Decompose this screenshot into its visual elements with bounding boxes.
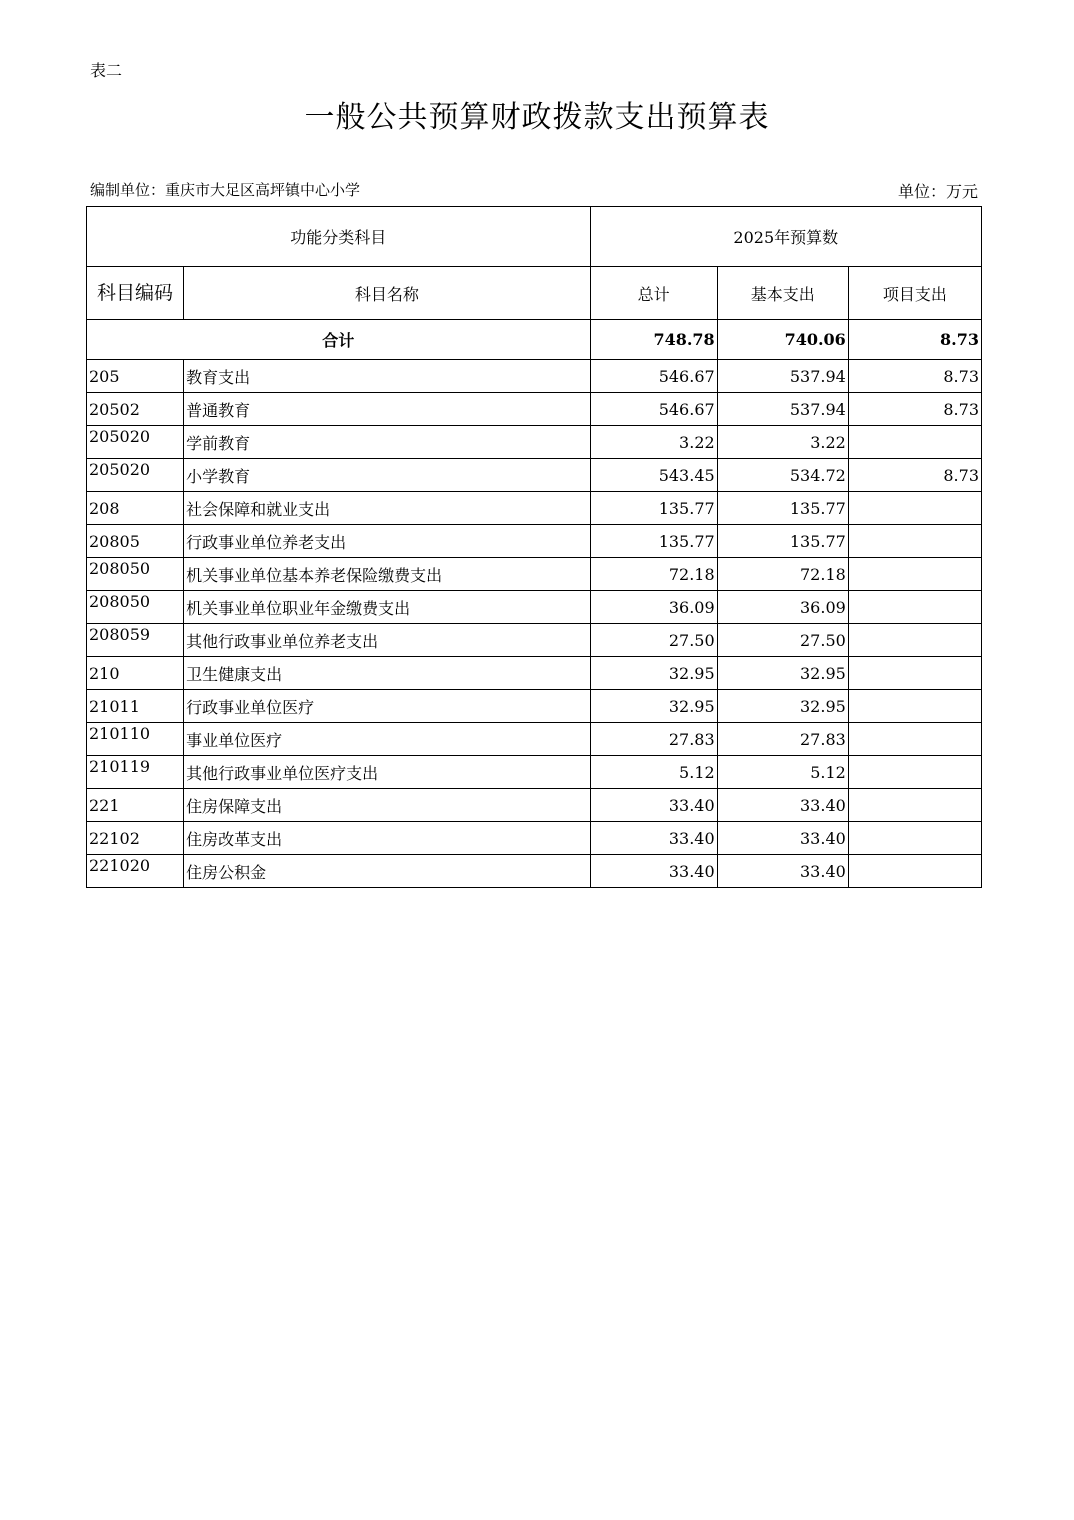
currency-unit: 单位：万元 [897,182,978,201]
budget-group-header: 2025年预算数 [590,207,981,267]
row-name: 其他行政事业单位养老支出 [184,624,590,657]
row-name: 教育支出 [184,360,590,393]
row-project [848,426,981,459]
total-label: 合计 [87,320,591,360]
row-name: 事业单位医疗 [184,723,590,756]
row-name: 其他行政事业单位医疗支出 [184,756,590,789]
row-basic: 5.12 [717,756,848,789]
row-code-text: 205020 1 [89,427,150,446]
row-total: 135.77 [590,492,717,525]
row-code-text: 208059 9 [89,625,150,644]
row-total: 543.45 [590,459,717,492]
total-basic: 740.06 [717,320,848,360]
total-row [87,320,982,360]
row-total: 33.40 [590,789,717,822]
table-row [87,525,982,558]
row-total: 33.40 [590,822,717,855]
row-code-text: 22102 [89,828,140,848]
name-column-header: 科目名称 [184,267,590,320]
row-name: 机关事业单位基本养老保险缴费支出 [184,558,590,591]
row-code-text: 208 [89,498,120,518]
project-column-header: 项目支出 [848,267,981,320]
row-code [87,360,184,393]
row-project [848,591,981,624]
total-column-header: 总计 [590,267,717,320]
row-name: 卫生健康支出 [184,657,590,690]
table-row [87,591,982,624]
table-row [87,393,982,426]
row-project [848,723,981,756]
row-name: 住房改革支出 [184,822,590,855]
table-row [87,492,982,525]
header-row-columns [87,267,982,320]
table-row [87,690,982,723]
table-row [87,426,982,459]
row-total: 3.22 [590,426,717,459]
row-code [87,558,184,591]
row-project [848,657,981,690]
row-total: 32.95 [590,690,717,723]
row-code [87,789,184,822]
row-basic: 36.09 [717,591,848,624]
row-name: 住房保障支出 [184,789,590,822]
table-row [87,756,982,789]
row-project [848,789,981,822]
page-title: 一般公共预算财政拨款支出预算表 [304,100,770,135]
row-project [848,492,981,525]
row-code-text: 221020 1 [89,856,150,875]
row-project [848,855,981,888]
table-row [87,855,982,888]
row-name: 普通教育 [184,393,590,426]
row-name: 小学教育 [184,459,590,492]
row-name: 学前教育 [184,426,590,459]
row-code-text: 208050 6 [89,592,150,611]
row-code-text: 21011 [89,696,140,716]
row-code-text: 20805 [89,531,140,551]
table-row [87,789,982,822]
row-name: 行政事业单位养老支出 [184,525,590,558]
header-row-group [87,207,982,267]
row-basic: 27.83 [717,723,848,756]
row-basic: 534.72 [717,459,848,492]
row-project [848,756,981,789]
total-project: 8.73 [848,320,981,360]
row-code-text: 205020 2 [89,460,150,479]
row-project: 8.73 [848,393,981,426]
table-row [87,558,982,591]
row-code-text: 210119 9 [89,757,150,776]
row-code [87,426,184,459]
row-code-text: 205 [89,366,120,386]
row-total: 33.40 [590,855,717,888]
table-row [87,657,982,690]
row-basic: 33.40 [717,789,848,822]
table-row [87,822,982,855]
row-project: 8.73 [848,360,981,393]
row-total: 546.67 [590,393,717,426]
row-code [87,822,184,855]
row-total: 27.50 [590,624,717,657]
table-row [87,459,982,492]
row-code [87,756,184,789]
row-name: 行政事业单位医疗 [184,690,590,723]
row-code [87,393,184,426]
table-row [87,723,982,756]
row-basic: 537.94 [717,360,848,393]
row-basic: 135.77 [717,525,848,558]
row-total: 5.12 [590,756,717,789]
basic-column-header: 基本支出 [717,267,848,320]
table-row [87,624,982,657]
row-project [848,558,981,591]
row-code [87,855,184,888]
row-code [87,591,184,624]
row-total: 546.67 [590,360,717,393]
code-column-header: 科目编码 [87,267,184,320]
row-code [87,459,184,492]
row-project [848,690,981,723]
row-name: 社会保障和就业支出 [184,492,590,525]
row-total: 72.18 [590,558,717,591]
row-basic: 72.18 [717,558,848,591]
row-basic: 33.40 [717,855,848,888]
row-basic: 537.94 [717,393,848,426]
row-basic: 33.40 [717,822,848,855]
func-group-header: 功能分类科目 [87,207,591,267]
row-name: 机关事业单位职业年金缴费支出 [184,591,590,624]
row-project: 8.73 [848,459,981,492]
row-project [848,624,981,657]
row-code-text: 210 [89,663,120,683]
row-basic: 135.77 [717,492,848,525]
row-total: 32.95 [590,657,717,690]
row-code [87,723,184,756]
row-project [848,822,981,855]
row-total: 27.83 [590,723,717,756]
row-code-text: 20502 [89,399,140,419]
row-code-text: 221 [89,795,120,815]
row-code [87,525,184,558]
compiling-unit: 编制单位：重庆市大足区高坪镇中心小学 [90,181,361,199]
row-code [87,657,184,690]
row-basic: 32.95 [717,657,848,690]
row-code [87,492,184,525]
row-basic: 32.95 [717,690,848,723]
total-total: 748.78 [590,320,717,360]
row-code [87,690,184,723]
row-code-text: 208050 5 [89,559,150,578]
row-basic: 3.22 [717,426,848,459]
table-number: 表二 [90,61,123,80]
row-code-text: 210110 2 [89,724,150,743]
row-code [87,624,184,657]
row-total: 135.77 [590,525,717,558]
row-project [848,525,981,558]
budget-table [86,206,982,888]
row-total: 36.09 [590,591,717,624]
table-row [87,360,982,393]
row-name: 住房公积金 [184,855,590,888]
row-basic: 27.50 [717,624,848,657]
